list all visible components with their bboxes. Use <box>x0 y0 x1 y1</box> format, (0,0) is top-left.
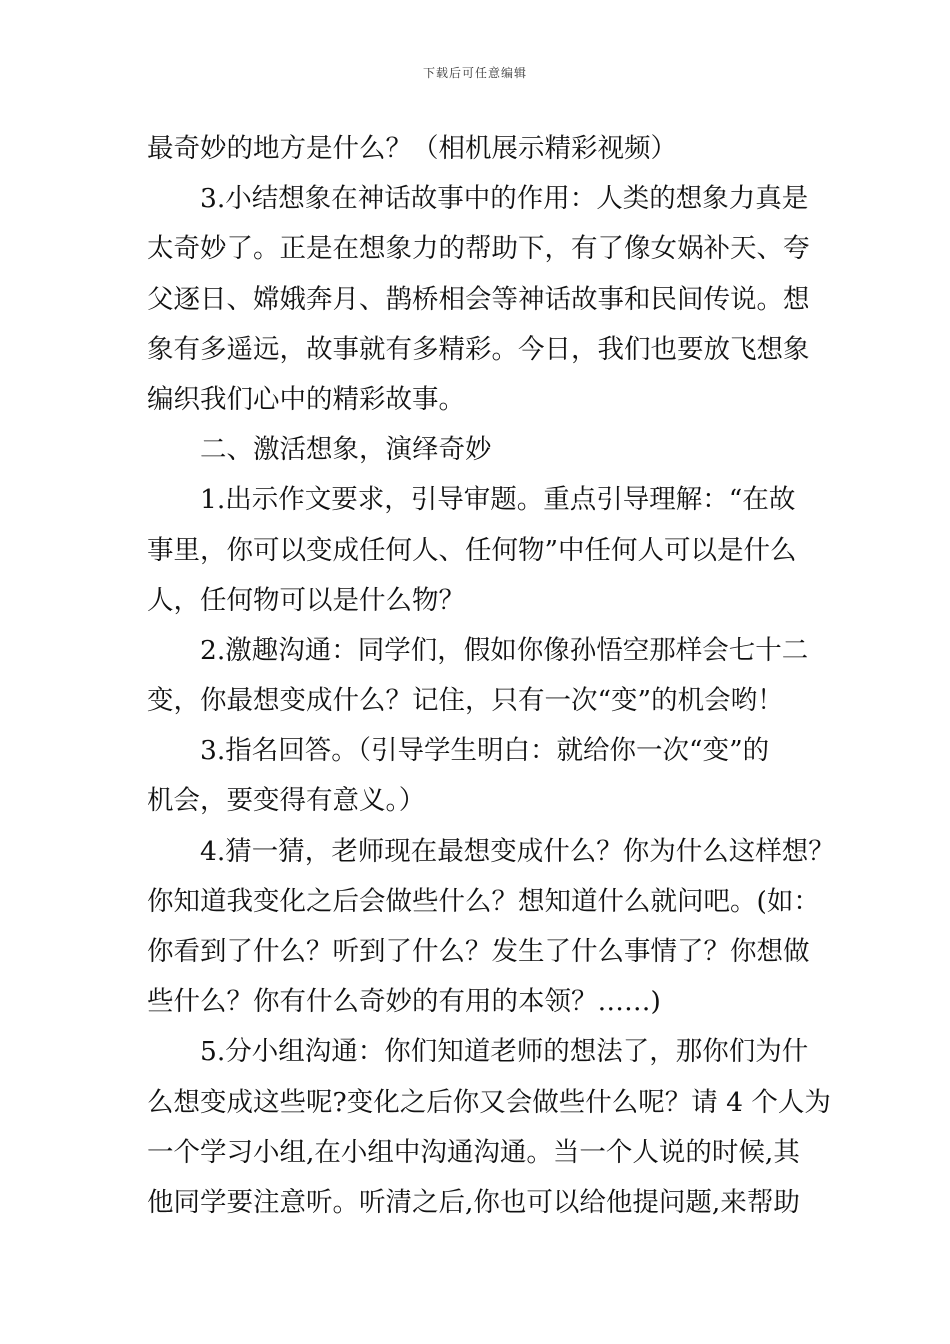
text-line: 人，任何物可以是什么物？ <box>147 584 465 616</box>
text-line: 机会，要变得有意义。） <box>147 785 426 817</box>
text-line: 最奇妙的地方是什么？（相机展示精彩视频） <box>147 133 677 164</box>
text-line: 象有多遥远，故事就有多精彩。今日，我们也要放飞想象 <box>147 333 810 365</box>
text-line: 3.小结想象在神话故事中的作用：人类的想象力真是 <box>200 183 809 215</box>
text-line: 父逐日、嫦娥奔月、鹊桥相会等神话故事和民间传说。想 <box>147 283 810 315</box>
text-line: 3.指名回答。（引导学生明白：就给你一次“变”的 <box>200 735 770 767</box>
text-line: 2.激趣沟通：同学们，假如你像孙悟空那样会七十二 <box>200 634 809 666</box>
text-line: 1.出示作文要求，引导审题。重点引导理解：“在故 <box>200 484 796 516</box>
text-line: 你看到了什么？听到了什么？发生了什么事情了？你想做 <box>147 936 810 967</box>
text-line: 么想变成这些呢?变化之后你又会做些什么呢？请 4 个人为 <box>147 1086 831 1118</box>
page-header: 下载后可任意编辑 <box>422 66 527 80</box>
text-line: 事里，你可以变成任何人、任何物”中任何人可以是什么 <box>147 534 797 566</box>
text-line: 4.猜一猜，老师现在最想变成什么？你为什么这样想？ <box>200 835 835 867</box>
body-text <box>147 124 835 1228</box>
text-line: 编织我们心中的精彩故事。 <box>147 383 465 415</box>
text-line: 些什么？你有什么奇妙的有用的本领？……) <box>147 986 661 1018</box>
text-line: 5.分小组沟通：你们知道老师的想法了，那你们为什 <box>200 1036 809 1068</box>
text-line: 你知道我变化之后会做些什么？想知道什么就问吧。(如： <box>147 885 820 917</box>
text-line: 太奇妙了。正是在想象力的帮助下，有了像女娲补天、夸 <box>147 233 810 265</box>
text-line: 二、激活想象，演绎奇妙 <box>200 434 492 466</box>
text-line: 变，你最想变成什么？记住，只有一次“变”的机会哟！ <box>147 685 784 717</box>
text-line: 他同学要注意听。听清之后,你也可以给他提问题,来帮助 <box>147 1186 800 1218</box>
text-line: 一个学习小组,在小组中沟通沟通。当一个人说的时候,其 <box>147 1136 800 1168</box>
